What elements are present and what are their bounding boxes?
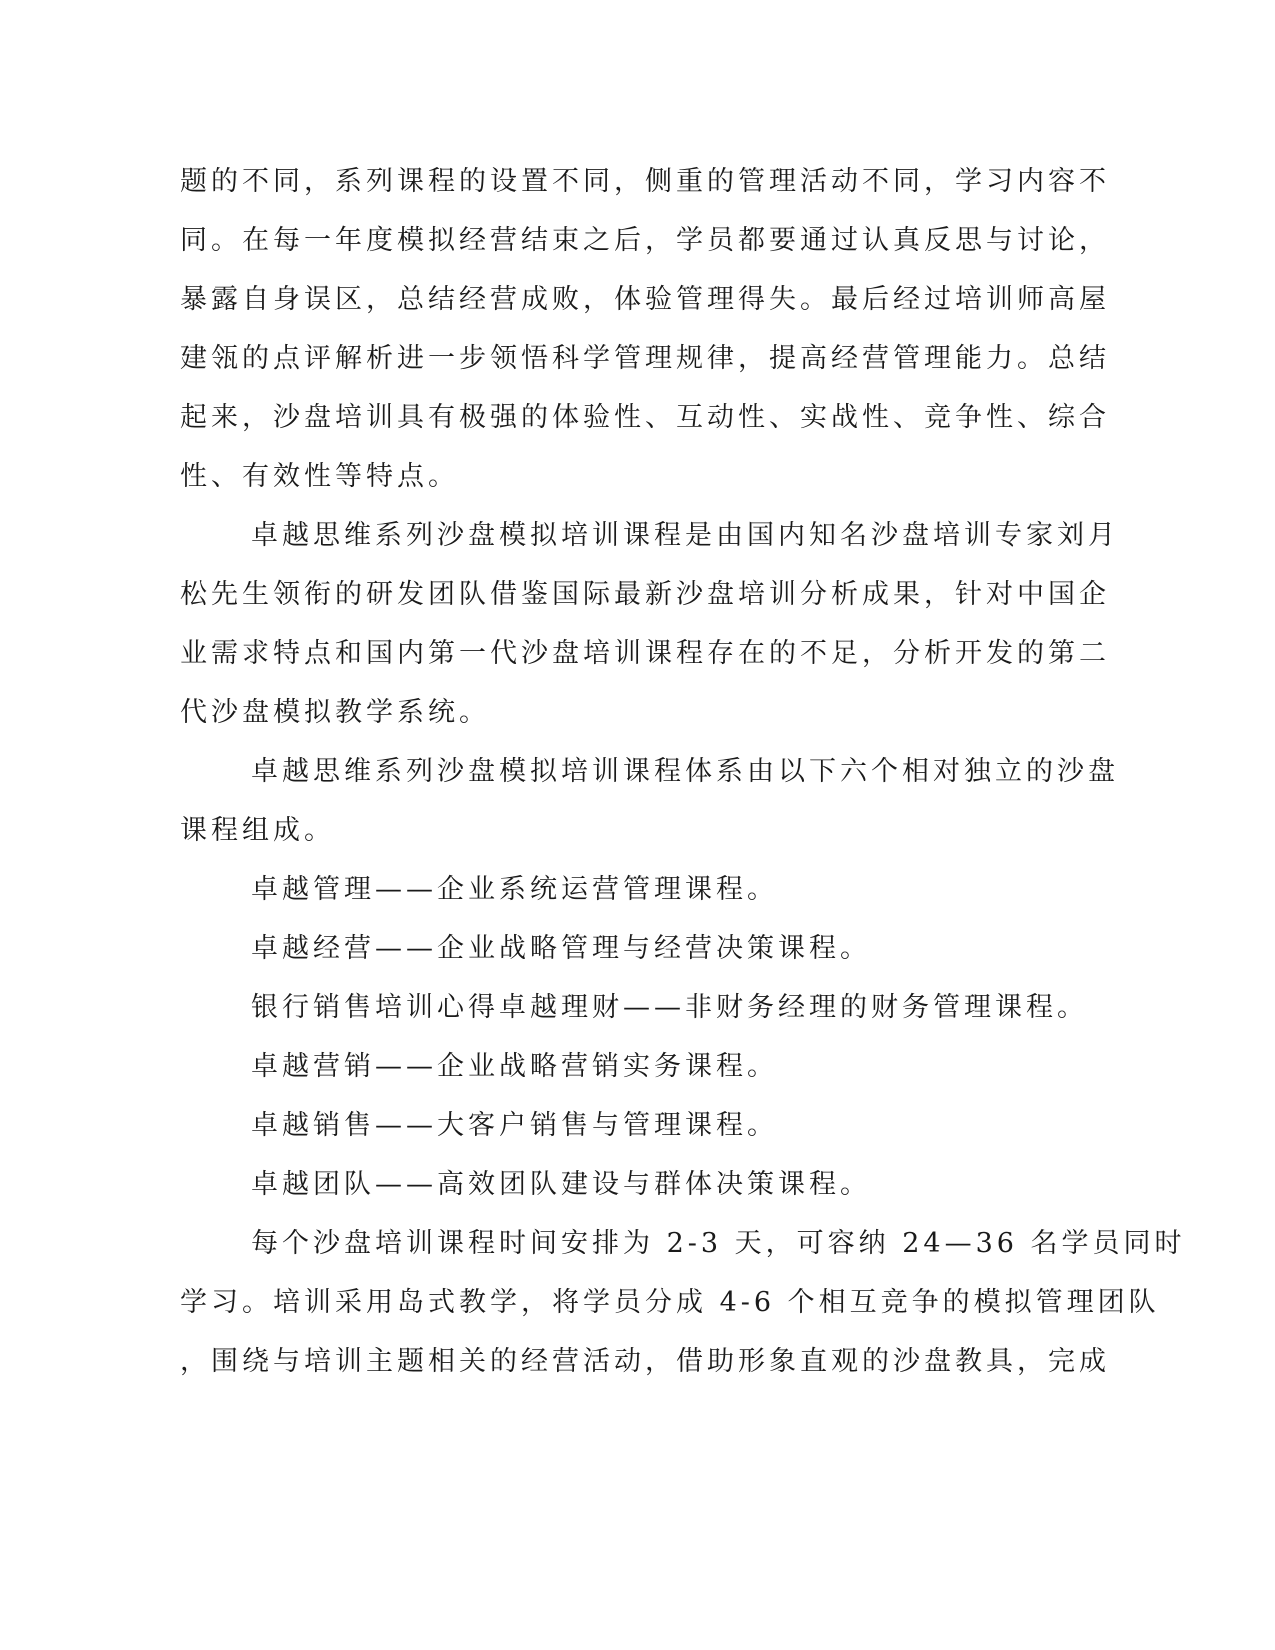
course-list-item: 卓越营销——企业战略营销实务课程。: [251, 1051, 778, 1082]
paragraph-line: 建瓴的点评解析进一步领悟科学管理规律，提高经营管理能力。总结: [180, 343, 1110, 374]
course-list-item: 卓越管理——企业系统运营管理课程。: [251, 874, 778, 905]
paragraph-line: 起来，沙盘培训具有极强的体验性、互动性、实战性、竞争性、综合: [180, 402, 1110, 433]
course-list-item: 卓越经营——企业战略管理与经营决策课程。: [251, 933, 871, 964]
paragraph-line: 代沙盘模拟教学系统。: [180, 697, 490, 728]
paragraph-line: 学习。培训采用岛式教学，将学员分成 4-6 个相互竞争的模拟管理团队: [180, 1287, 1160, 1318]
course-list-item: 卓越销售——大客户销售与管理课程。: [251, 1110, 778, 1141]
course-list-item: 银行销售培训心得卓越理财——非财务经理的财务管理课程。: [251, 992, 1088, 1023]
paragraph-line: 同。在每一年度模拟经营结束之后，学员都要通过认真反思与讨论，: [180, 225, 1110, 256]
paragraph-line: 课程组成。: [180, 815, 335, 846]
paragraph-line: 暴露自身误区，总结经营成败，体验管理得失。最后经过培训师高屋: [180, 284, 1110, 315]
paragraph-line: ，围绕与培训主题相关的经营活动，借助形象直观的沙盘教具，完成: [180, 1346, 1110, 1377]
paragraph-line: 性、有效性等特点。: [180, 461, 459, 492]
paragraph-line: 题的不同，系列课程的设置不同，侧重的管理活动不同，学习内容不: [180, 166, 1110, 197]
paragraph-line: 卓越思维系列沙盘模拟培训课程是由国内知名沙盘培训专家刘月: [251, 520, 1119, 551]
course-list-item: 卓越团队——高效团队建设与群体决策课程。: [251, 1169, 871, 1200]
paragraph-line: 业需求特点和国内第一代沙盘培训课程存在的不足，分析开发的第二: [180, 638, 1110, 669]
paragraph-line: 每个沙盘培训课程时间安排为 2-3 天，可容纳 24—36 名学员同时: [251, 1228, 1186, 1259]
paragraph-line: 卓越思维系列沙盘模拟培训课程体系由以下六个相对独立的沙盘: [251, 756, 1119, 787]
paragraph-line: 松先生领衔的研发团队借鉴国际最新沙盘培训分析成果，针对中国企: [180, 579, 1110, 610]
